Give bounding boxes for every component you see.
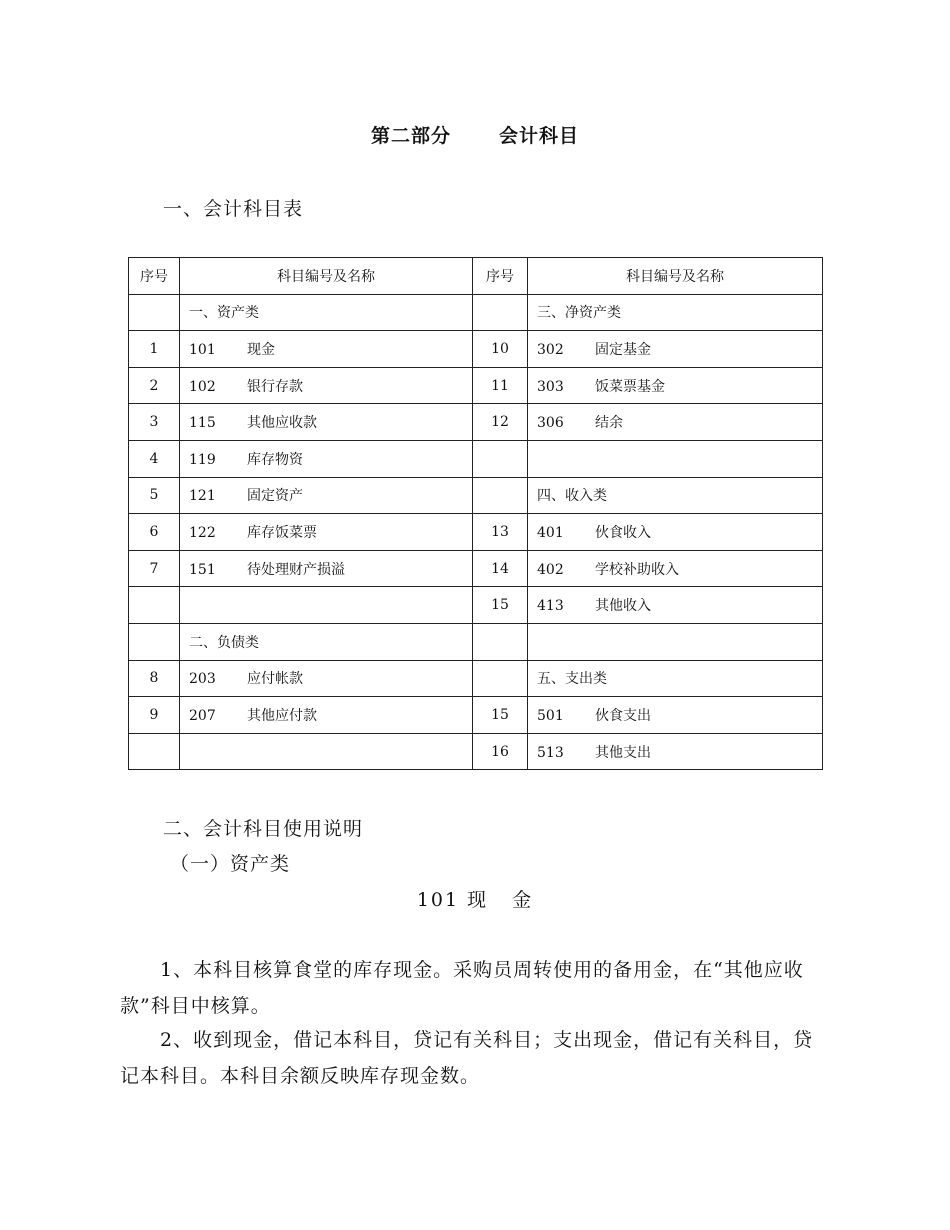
table-row: [129, 440, 823, 477]
left-account-code: 101: [189, 341, 216, 358]
right-account-cell: [528, 294, 823, 331]
page-title-name: 会计科目: [499, 125, 580, 147]
left-account-code: 121: [189, 488, 216, 505]
left-seq-cell: 8: [129, 660, 180, 697]
right-seq-cell: [473, 660, 528, 697]
right-seq-cell: [473, 623, 528, 660]
left-seq-cell: 4: [129, 440, 180, 477]
left-account-code: 二、负债类: [189, 634, 259, 651]
left-account-cell: [180, 660, 473, 697]
right-seq-cell: [473, 294, 528, 331]
table-row: [129, 733, 823, 770]
left-seq-cell: [129, 623, 180, 660]
right-account-code: 401: [537, 524, 564, 541]
right-account-name: 其他收入: [595, 598, 651, 615]
right-seq-cell: 14: [473, 550, 528, 587]
left-account-cell: [180, 294, 473, 331]
right-account-cell: [528, 367, 823, 404]
right-account-name: 伙食支出: [595, 707, 651, 724]
left-account-cell: [180, 440, 473, 477]
table-row: [129, 294, 823, 331]
right-account-cell: [528, 477, 823, 514]
table-header-row: [129, 258, 823, 295]
table-row: [129, 550, 823, 587]
right-seq-cell: 15: [473, 587, 528, 624]
left-account-name: 其他应付款: [247, 707, 317, 724]
right-account-code: 501: [537, 707, 564, 724]
left-seq-cell: 3: [129, 404, 180, 441]
left-seq-cell: [129, 733, 180, 770]
right-account-cell: [528, 697, 823, 734]
left-account-name: 其他应收款: [247, 415, 317, 432]
left-account-cell: [180, 367, 473, 404]
account-name-1: 现: [467, 889, 489, 911]
right-account-cell: [528, 331, 823, 368]
right-account-code: 513: [537, 744, 564, 761]
right-account-code: 413: [537, 598, 564, 615]
right-account-code: 四、收入类: [537, 488, 607, 505]
table-row: [129, 404, 823, 441]
left-account-name: 银行存款: [247, 378, 303, 395]
right-account-cell: [528, 587, 823, 624]
account-code: 101: [416, 889, 460, 911]
right-account-code: 五、支出类: [537, 671, 607, 688]
right-account-name: 学校补助收入: [595, 561, 679, 578]
section-heading-usage: 二、会计科目使用说明: [163, 818, 364, 840]
left-account-code: 207: [189, 707, 216, 724]
left-seq-cell: [129, 294, 180, 331]
right-account-code: 402: [537, 561, 564, 578]
right-seq-cell: 11: [473, 367, 528, 404]
right-account-cell: [528, 404, 823, 441]
right-seq-cell: 13: [473, 514, 528, 551]
left-account-code: 122: [189, 524, 216, 541]
right-account-cell: [528, 440, 823, 477]
right-seq-cell: 15: [473, 697, 528, 734]
table-row: [129, 477, 823, 514]
right-seq-cell: 12: [473, 404, 528, 441]
left-account-code: 115: [189, 415, 216, 432]
right-account-code: 302: [537, 341, 564, 358]
right-seq-cell: 10: [473, 331, 528, 368]
left-account-name: 固定资产: [247, 488, 303, 505]
left-seq-cell: 6: [129, 514, 180, 551]
left-account-cell: [180, 587, 473, 624]
right-account-cell: [528, 550, 823, 587]
left-account-name: 库存饭菜票: [247, 524, 317, 541]
right-account-cell: [528, 733, 823, 770]
left-account-cell: [180, 514, 473, 551]
left-account-code: 102: [189, 378, 216, 395]
header-name-right: 科目编号及名称: [528, 258, 823, 295]
right-seq-cell: 16: [473, 733, 528, 770]
left-seq-cell: 5: [129, 477, 180, 514]
left-account-code: 一、资产类: [189, 305, 259, 322]
right-account-cell: [528, 514, 823, 551]
right-seq-cell: [473, 440, 528, 477]
left-account-code: 203: [189, 671, 216, 688]
left-seq-cell: 9: [129, 697, 180, 734]
left-account-name: 现金: [247, 341, 275, 358]
left-account-name: 库存物资: [247, 451, 303, 468]
left-seq-cell: [129, 587, 180, 624]
table-row: [129, 514, 823, 551]
section-heading-account-table: 一、会计科目表: [163, 198, 304, 220]
accounts-table: [128, 257, 823, 770]
left-seq-cell: 1: [129, 331, 180, 368]
left-account-code: 119: [189, 451, 216, 468]
right-account-code: 303: [537, 378, 564, 395]
left-account-cell: [180, 550, 473, 587]
left-seq-cell: 7: [129, 550, 180, 587]
right-account-cell: [528, 623, 823, 660]
table-row: [129, 331, 823, 368]
table-row: [129, 367, 823, 404]
left-account-name: 待处理财产损溢: [247, 561, 345, 578]
account-name-2: 金: [512, 889, 534, 911]
right-account-code: 三、净资产类: [537, 305, 621, 322]
left-account-name: 应付帐款: [247, 671, 303, 688]
paragraph-1: 1、本科目核算食堂的库存现金。采购员周转使用的备用金，在“其他应收款”科目中核算。: [120, 959, 804, 1017]
account-heading: [0, 885, 950, 912]
right-account-name: 固定基金: [595, 341, 651, 358]
left-account-cell: [180, 697, 473, 734]
left-account-code: 151: [189, 561, 216, 578]
table-row: [129, 623, 823, 660]
header-name-left: 科目编号及名称: [180, 258, 473, 295]
right-account-cell: [528, 660, 823, 697]
left-account-cell: [180, 733, 473, 770]
table-row: [129, 660, 823, 697]
right-account-name: 其他支出: [595, 744, 651, 761]
header-seq-right: 序号: [473, 258, 528, 295]
left-account-cell: [180, 623, 473, 660]
table-row: [129, 587, 823, 624]
left-account-cell: [180, 331, 473, 368]
right-seq-cell: [473, 477, 528, 514]
left-account-cell: [180, 477, 473, 514]
right-account-code: 306: [537, 415, 564, 432]
sub-heading-assets: （一）资产类: [170, 853, 291, 875]
left-account-cell: [180, 404, 473, 441]
right-account-name: 饭菜票基金: [595, 378, 665, 395]
left-seq-cell: 2: [129, 367, 180, 404]
header-seq-left: 序号: [129, 258, 180, 295]
paragraph-2: 2、收到现金，借记本科目，贷记有关科目；支出现金，借记有关科目，贷记本科目。本科目余额反映库存现金数。: [120, 1029, 814, 1087]
right-account-name: 结余: [595, 415, 623, 432]
table-row: [129, 697, 823, 734]
page-title-part: 第二部分: [370, 125, 451, 147]
page-title: [0, 121, 950, 148]
right-account-name: 伙食收入: [595, 524, 651, 541]
